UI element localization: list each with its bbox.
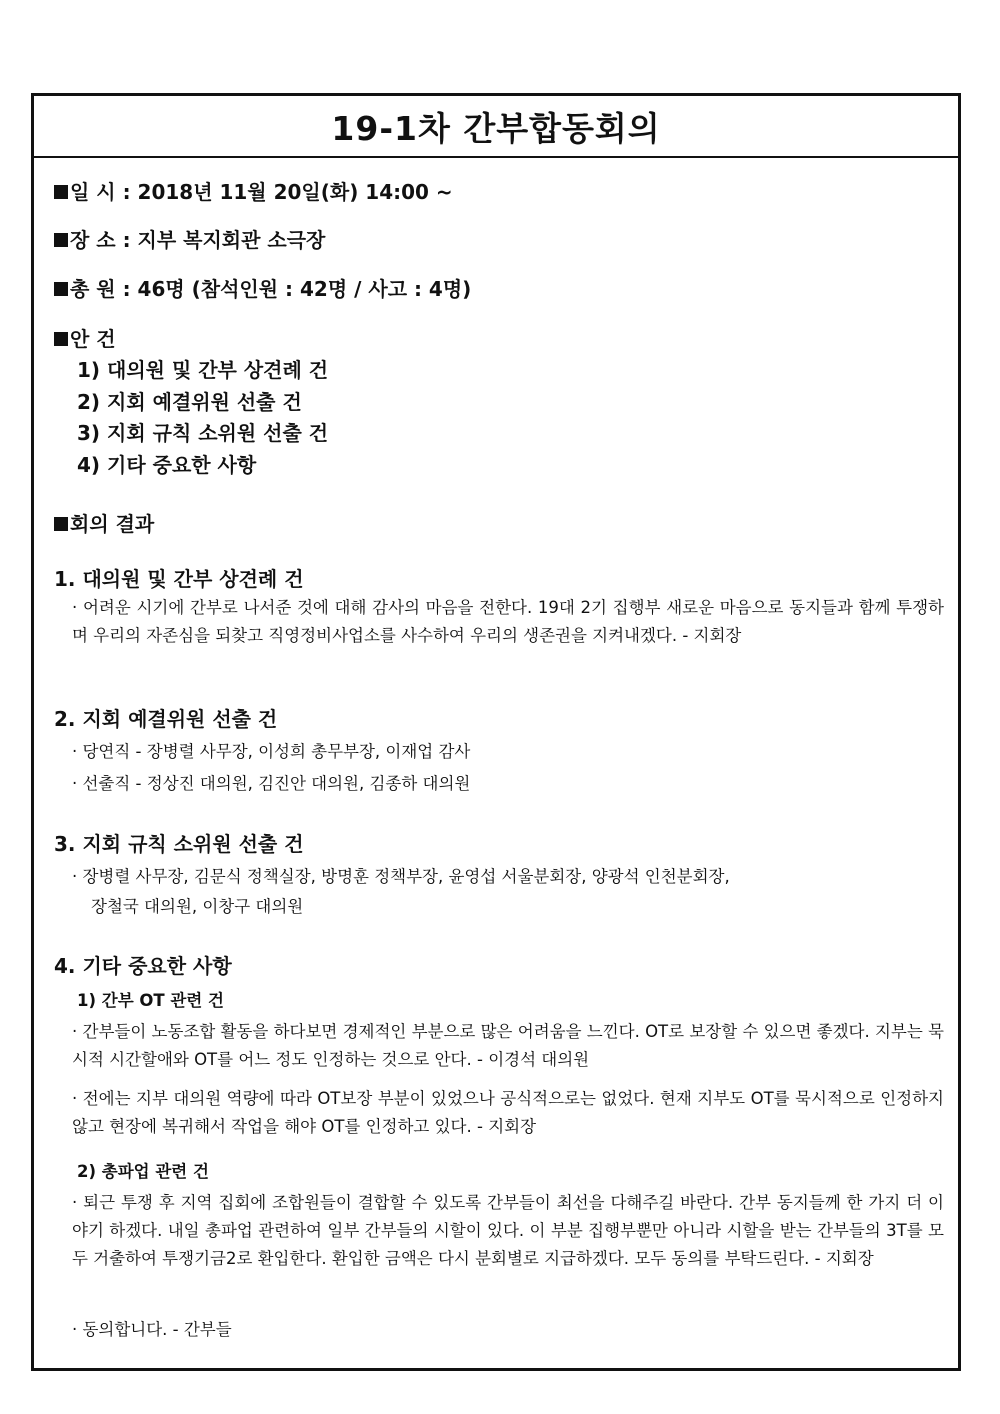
members-row	[54, 273, 471, 302]
section-3-line: 장철국 대의원, 이창구 대의원	[91, 897, 304, 916]
section-2-heading: 2. 지회 예결위원 선출 건	[54, 707, 278, 731]
square-bullet-icon	[54, 282, 68, 296]
title-bar	[34, 96, 958, 158]
square-bullet-icon	[54, 233, 68, 247]
results-heading: 회의 결과	[70, 512, 155, 536]
results-heading-row	[54, 508, 154, 537]
section-2-line: · 당연직 - 장병렬 사무장, 이성희 총무부장, 이재업 감사	[72, 742, 471, 761]
section-1-text: · 어려운 시기에 간부로 나서준 것에 대해 감사의 마음을 전한다. 19대 2기 집행부 새로운 마음으로 동지들과 함께 투쟁하며 우리의 자존심을 되찾고 직영정비사업소를 사수하여 우리의 생존권을 지켜내겠다. - 지회장	[72, 598, 944, 645]
agenda-heading: 안 건	[70, 327, 116, 351]
square-bullet-icon	[54, 185, 68, 199]
section-4-paragraph: · 간부들이 노동조합 활동을 하다보면 경제적인 부분으로 많은 어려움을 느낀다. OT로 보장할 수 있으면 좋겠다. 지부는 묵시적 시간할애와 OT를 어느 정도 인정하는 것으로 안다. - 이경석 대의원	[72, 1022, 944, 1069]
location-text: 장 소 : 지부 복지회관 소극장	[70, 228, 326, 252]
square-bullet-icon	[54, 332, 68, 346]
section-4-paragraph: · 동의합니다. - 간부들	[72, 1320, 232, 1339]
datetime-row	[54, 176, 453, 205]
page-title: 19-1차 간부합동회의	[331, 108, 661, 148]
agenda-item: 2) 지회 예결위원 선출 건	[77, 390, 302, 414]
agenda-item: 4) 기타 중요한 사항	[77, 453, 257, 477]
square-bullet-icon	[54, 517, 68, 531]
section-4-subheading: 1) 간부 OT 관련 건	[77, 991, 224, 1010]
agenda-item: 1) 대의원 및 간부 상견례 건	[77, 358, 329, 382]
section-2-line: · 선출직 - 정상진 대의원, 김진안 대의원, 김종하 대의원	[72, 774, 471, 793]
section-4-subheading: 2) 총파업 관련 건	[77, 1162, 209, 1181]
section-3-heading: 3. 지회 규칙 소위원 선출 건	[54, 832, 304, 856]
location-row	[54, 224, 325, 253]
datetime-text: 일 시 : 2018년 11월 20일(화) 14:00 ~	[70, 180, 453, 204]
section-4-heading: 4. 기타 중요한 사항	[54, 954, 232, 978]
agenda-item: 3) 지회 규칙 소위원 선출 건	[77, 421, 329, 445]
section-4-paragraph: · 전에는 지부 대의원 역량에 따라 OT보장 부분이 있었으나 공식적으로는 없었다. 현재 지부도 OT를 묵시적으로 인정하지 않고 현장에 복귀해서 작업을 해야 OT를 인정하고 있다. - 지회장	[72, 1089, 944, 1136]
document-frame	[31, 93, 961, 1371]
agenda-heading-row	[54, 323, 116, 352]
members-text: 총 원 : 46명 (참석인원 : 42명 / 사고 : 4명)	[70, 277, 472, 301]
section-3-line: · 장병렬 사무장, 김문식 정책실장, 방명훈 정책부장, 윤영섭 서울분회장, 양광석 인천분회장,	[72, 867, 730, 886]
section-4-paragraph: · 퇴근 투쟁 후 지역 집회에 조합원들이 결합할 수 있도록 간부들이 최선을 다해주길 바란다. 간부 동지들께 한 가지 더 이야기 하겠다. 내일 총파업 관련하여 일부 간부들의 시할이 있다. 이 부분 집행부뿐만 아니라 시할을 받는 간부들의 3T를 모두 거출하여 투쟁기금2로 환입한다. 환입한 금액은 다시 분회별로 지급하겠다. 모두 동의를 부탁드린다. - 지회장	[72, 1193, 944, 1268]
section-1-heading: 1. 대의원 및 간부 상견례 건	[54, 567, 304, 591]
